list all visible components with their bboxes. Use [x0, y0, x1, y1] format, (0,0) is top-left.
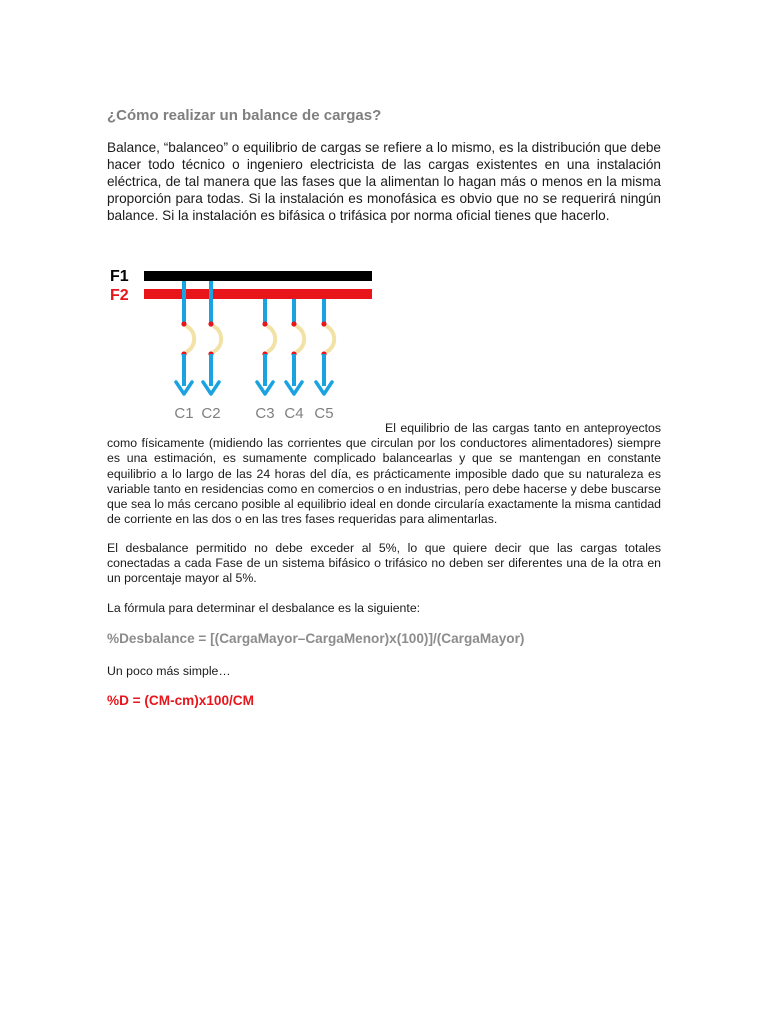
formula-intro: La fórmula para determinar el desbalance es la siguiente:	[107, 601, 421, 615]
phase2-label: F2	[110, 287, 129, 304]
tolerance-paragraph: El desbalance permitido no debe exceder al 5%, lo que quiere decir que las cargas totales conectadas a cada Fase de un sistema bifásico o trifásico no deben ser diferentes una de la otra en un porcentaje mayor al 5%.	[107, 541, 661, 586]
phase1-label: F1	[110, 268, 129, 285]
load-label-c2: C2	[201, 405, 221, 422]
breaker-arc-c3	[267, 326, 275, 352]
breaker-arc-c1	[186, 326, 194, 352]
load-label-c1: C1	[174, 405, 194, 422]
section-heading: ¿Cómo realizar un balance de cargas?	[107, 107, 382, 124]
phase2-bus	[144, 289, 372, 299]
load-label-c5: C5	[314, 405, 334, 422]
load-label-c3: C3	[255, 405, 275, 422]
breaker-arc-c4	[296, 326, 304, 352]
contact-top-c1	[181, 321, 186, 326]
simpler-intro: Un poco más simple…	[107, 664, 231, 678]
phase1-bus	[144, 271, 372, 281]
loads-group	[174, 281, 334, 422]
load-balance-diagram	[110, 262, 380, 424]
contact-top-c2	[208, 321, 213, 326]
contact-top-c3	[262, 321, 267, 326]
breaker-arc-c5	[326, 326, 334, 352]
intro-paragraph: Balance, “balanceo” o equilibrio de cargas se refiere a lo mismo, es la distribución que debe hacer todo técnico o ingeniero electricista de las cargas existentes en una instalación eléctrica, de tal manera que las fases que la alimentan lo hagan más o menos en la misma proporción para todas. Si la instalación es monofásica es obvio que no se requerirá ningún balance. Si la instalación es bifásica o trifásica por norma oficial tienes que hacerlo.	[107, 140, 661, 223]
full-formula: %Desbalance = [(CargaMayor–CargaMenor)x(100)]/(CargaMayor)	[107, 631, 525, 646]
load-label-c4: C4	[284, 405, 304, 422]
short-formula: %D = (CM-cm)x100/CM	[107, 693, 254, 708]
balance-paragraph: El equilibrio de las cargas tanto en anteproyectos como físicamente (midiendo las corrientes que circulan por los conductores alimentadores) siempre es una estimación, es sumamente complicado balancearlas y que se mantengan en constante equilibrio a lo largo de las 24 horas del día, es prácticamente imposible dado que su naturaleza es variable tanto en residencias como en comercios o en industrias, pero debe hacerse y debe buscarse que sea lo más cercano posible al equilibrio ideal en donde circularía exactamente la misma cantidad de corriente en las dos o en las tres fases requeridas para alimentarlas.	[107, 421, 661, 527]
contact-top-c4	[291, 321, 296, 326]
breaker-arc-c2	[213, 326, 221, 352]
contact-top-c5	[321, 321, 326, 326]
